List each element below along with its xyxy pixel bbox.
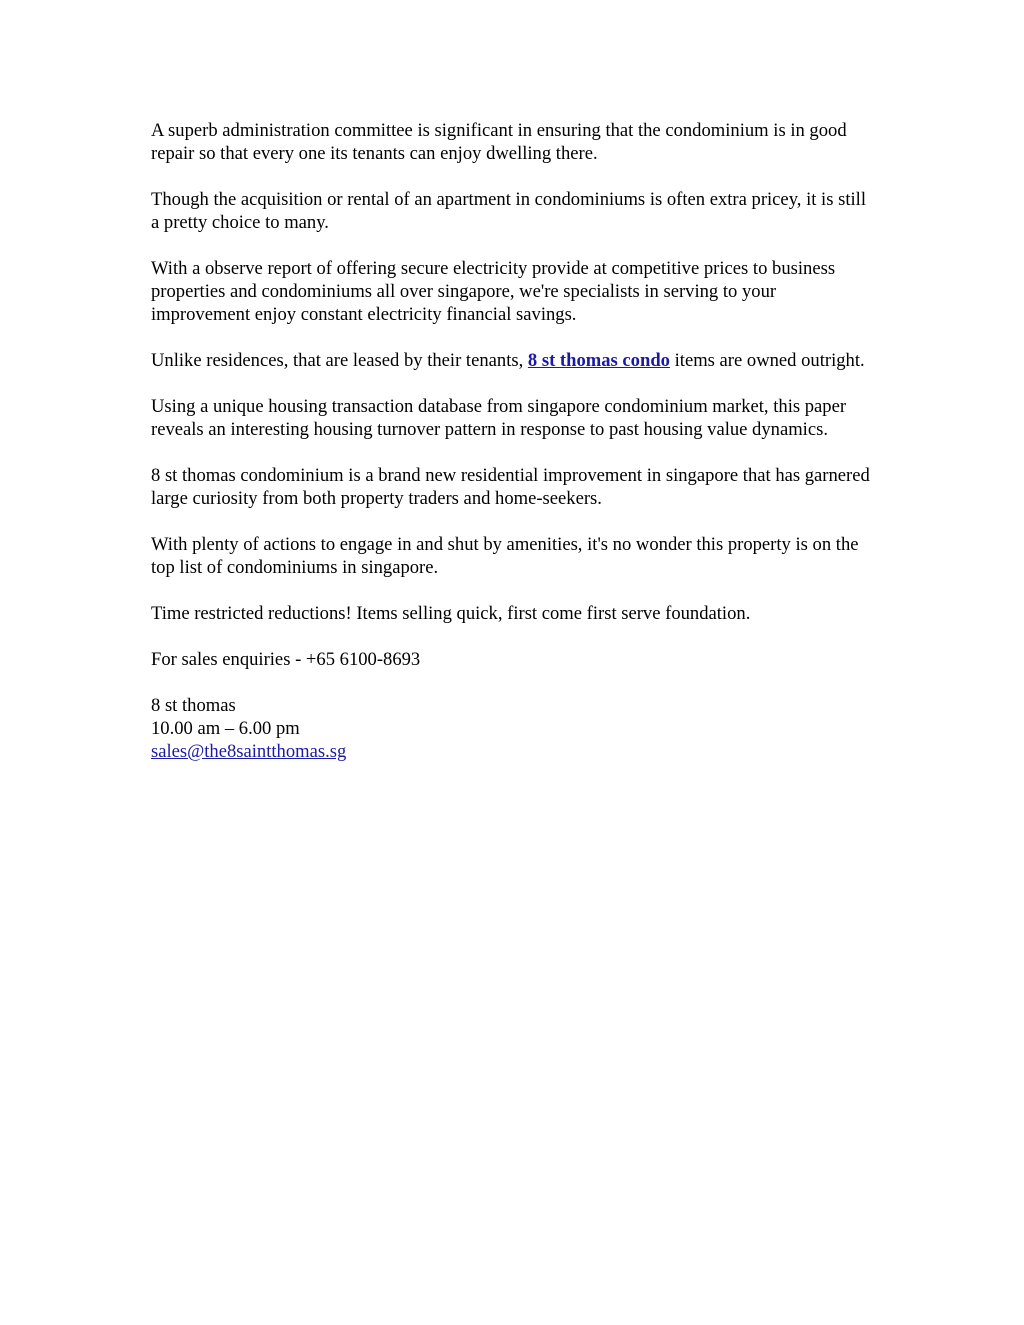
paragraph-ownership (151, 349, 873, 372)
paragraph-new-development: 8 st thomas condominium is a brand new residential improvement in singapore that has garnered large curiosity from both property traders and home-seekers. (151, 465, 870, 509)
paragraph-electricity-supply: With a observe report of offering secure electricity provide at competitive prices to business properties and condominiums all over singapore, we're specialists in serving to your improvement enjoy constant electricity financial savings. (151, 258, 836, 325)
document-body (151, 119, 873, 786)
condo-link[interactable]: 8 st thomas condo (527, 350, 670, 371)
paragraph-acquisition-rental: Though the acquisition or rental of an apartment in condominiums is often extra pricey, it is still a pretty choice to many. (151, 189, 867, 233)
paragraph-ownership-lead: Unlike residences, that are leased by their tenants, (151, 350, 528, 371)
paragraph-limited-offer: Time restricted reductions! Items selling quick, first come first serve foundation. (151, 603, 751, 624)
paragraph-amenities: With plenty of actions to engage in and shut by amenities, it's no wonder this property is on the top list of condominiums in singapore. (151, 534, 859, 578)
paragraph-housing-database: Using a unique housing transaction database from singapore condominium market, this paper reveals an interesting housing turnover pattern in response to past housing value dynamics. (151, 396, 847, 440)
contact-name: 8 st thomas (151, 695, 236, 716)
paragraph-sales-enquiries: For sales enquiries - +65 6100-8693 (151, 649, 421, 670)
paragraph-ownership-tail: items are owned outright. (669, 350, 865, 371)
contact-hours: 10.00 am – 6.00 pm (151, 718, 300, 739)
contact-email-link[interactable]: sales@the8saintthomas.sg (151, 741, 347, 762)
paragraph-management-committee: A superb administration committee is significant in ensuring that the condominium is in good repair so that every one its tenants can enjoy dwelling there. (151, 120, 847, 164)
contact-block (151, 694, 873, 763)
